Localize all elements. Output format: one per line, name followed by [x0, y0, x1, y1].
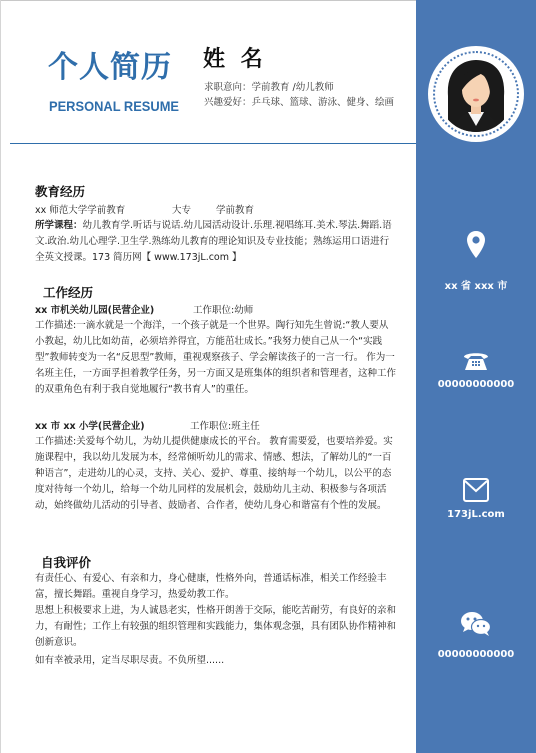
job2-description: 工作描述:关爱每个幼儿，为幼儿提供健康成长的平台。 教育需要爱，也要培养爱。实施课程中，我以幼儿发展为本，经常倾听幼儿的需求、情感、想法，了解幼儿的“一百种语言”，走进幼儿的心灵，支持、关心、爱护、尊重、接纳每一个幼儿，以公平的态度对待每一个幼儿，给每一个幼儿同样的发展机会，鼓励幼儿主动、积极参与各项活动，始终做幼儿活动的引导者、鼓励者、合作者，使幼儿身心和谐富有个性的发展。: [35, 436, 393, 511]
mail-icon: [416, 477, 536, 507]
avatar: [438, 56, 514, 132]
courses-text: 幼儿教育学.听话与说话.幼儿园活动设计.乐理.视唱练耳.美术.琴法.舞蹈.语文.政治.幼儿心理学.卫生学.熟练幼儿教育的理论知识及专业技能；熟练运用口语进行全英文授课。173 简历网【 www.173jL.com 】: [35, 220, 392, 263]
education-courses: [35, 218, 397, 266]
education-degree: 大专: [172, 205, 192, 216]
hobbies: 兴趣爱好：乒乓球、篮球、游泳、健身、绘画: [204, 97, 395, 108]
self-eval-title: 自我评价: [41, 555, 92, 570]
self-eval-p2: 思想上积极要求上进，为人诚恳老实，性格开朗善于交际，能吃苦耐劳，有良好的亲和力，有耐性；工作上有较强的组织管理和实践能力，集体观念强，具有团队协作精神和创新意识。: [35, 605, 397, 648]
header-divider: [10, 143, 416, 144]
self-eval-p3: 如有幸被录用，定当尽职尽责。不负所望......: [35, 655, 225, 666]
education-school: xx 师范大学学前教育: [35, 205, 126, 216]
location-pin-icon: [416, 230, 536, 264]
resume-title-en: PERSONAL RESUME: [49, 98, 180, 114]
resume-title-cn: 个人简历: [48, 50, 172, 85]
self-eval-p1: 有责任心、有爱心、有亲和力，身心健康，性格外向，普通话标准，相关工作经验丰富，擅长舞蹈。重视自身学习，热爱幼教工作。: [35, 573, 387, 600]
work-title: 工作经历: [43, 285, 94, 300]
phone-text: 00000000000: [437, 379, 515, 390]
job1-description: 工作描述:一滴水就是一个海洋，一个孩子就是一个世界。陶行知先生曾说:“教人要从小教起，幼儿比如幼苗，必须培养得宜，方能茁壮成长。”我努力使自己从一个“实践型”教师转变为一名“反思型”教师，重视观察孩子、学会解读孩子的一言一行。 作为一名班主任，一方面孚担着教学任务，另一方面又是班集体的组织者和管理者，这种工作的双重角色有利于我自觉地履行“教书育人”的重任。: [35, 320, 397, 395]
candidate-name: 姓 名: [203, 47, 267, 72]
wechat-icon: [416, 610, 536, 642]
job2-role: 工作职位:班主任: [190, 421, 260, 432]
job1-role: 工作职位:幼师: [193, 305, 254, 316]
telephone-icon: [416, 350, 536, 376]
wechat-text: 00000000000: [437, 649, 515, 660]
job1-company: xx 市机关幼儿园(民营企业): [35, 305, 155, 316]
job2-company: xx 市 xx 小学(民营企业): [35, 421, 145, 432]
email-text: 173jL.com: [447, 509, 505, 520]
education-title: 教育经历: [35, 184, 86, 199]
left-border: [0, 0, 1, 753]
location-text: xx 省 xxx 市: [444, 281, 508, 292]
education-major: 学前教育: [216, 205, 255, 216]
avatar-illustration: [438, 56, 514, 132]
job-intent: 求职意向：学前教育 /幼儿教师: [204, 82, 334, 93]
courses-label: 所学课程：: [35, 220, 83, 231]
